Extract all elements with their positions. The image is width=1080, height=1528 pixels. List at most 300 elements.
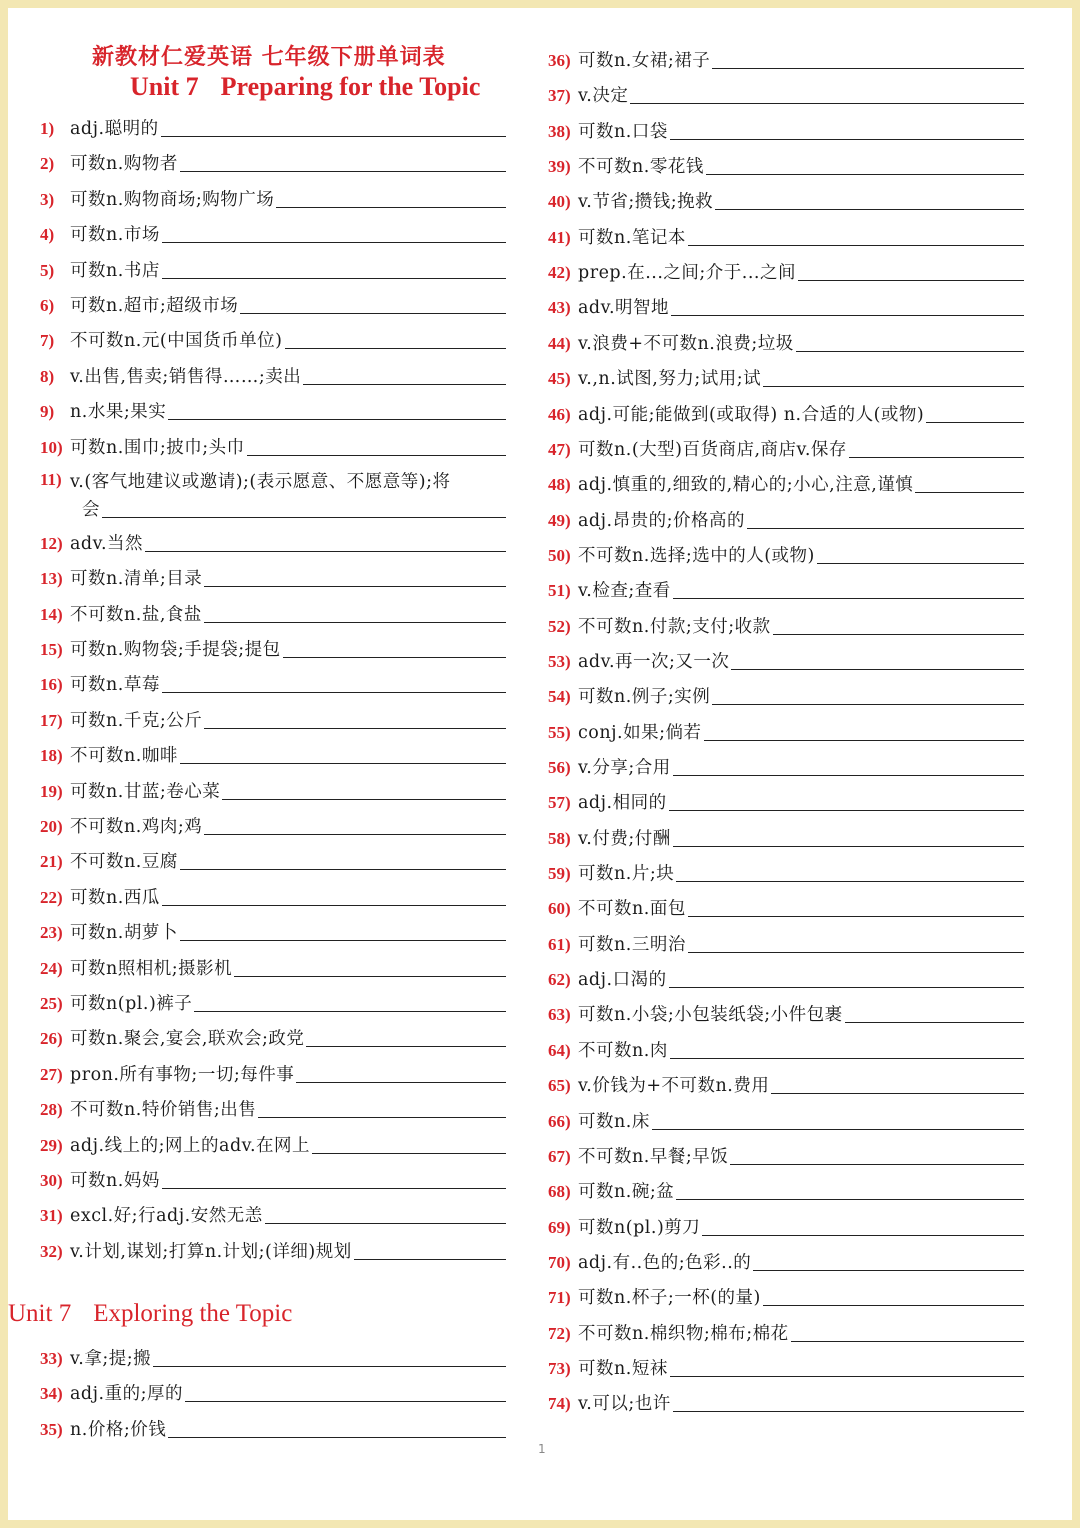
answer-blank[interactable] (688, 916, 1024, 917)
answer-blank[interactable] (265, 1223, 506, 1224)
item-number: 58) (548, 828, 571, 848)
answer-blank[interactable] (306, 1046, 506, 1047)
answer-blank[interactable] (303, 384, 506, 385)
vocab-item (40, 664, 506, 698)
answer-blank[interactable] (194, 1011, 506, 1012)
item-number: 6) (40, 296, 55, 315)
item-number: 55) (548, 722, 571, 742)
vocab-item (548, 394, 1024, 428)
answer-blank[interactable] (153, 1366, 506, 1367)
vocab-item (548, 1277, 1024, 1311)
item-definition: 可数n.甘蓝;卷心菜 (70, 781, 221, 802)
item-definition: 不可数n.盐,食盐 (70, 604, 202, 625)
item-number: 59) (548, 864, 571, 884)
item-definition: 可数n.超市;超级市场 (70, 296, 239, 316)
item-number: 7) (40, 331, 55, 351)
item-definition: 可数n.妈妈 (70, 1171, 160, 1191)
answer-blank[interactable] (285, 348, 507, 349)
item-number: 12) (40, 533, 63, 553)
item-definition: adj.线上的;网上的adv.在网上 (70, 1135, 311, 1156)
vocab-item (548, 712, 1024, 746)
item-definition: 可数n.千克;公斤 (70, 710, 203, 731)
vocab-item (40, 1231, 506, 1265)
answer-blank[interactable] (747, 528, 1024, 529)
item-definition: 可数n.购物商场;购物广场 (70, 189, 275, 210)
item-number: 29) (40, 1135, 63, 1155)
item-number: 66) (548, 1111, 571, 1131)
answer-blank[interactable] (670, 1058, 1024, 1059)
vocab-item (40, 1054, 506, 1088)
item-number: 47) (548, 439, 571, 459)
answer-blank[interactable] (204, 834, 506, 835)
item-definition: 不可数n.元(中国货币单位) (70, 331, 283, 352)
item-number: 49) (548, 510, 571, 530)
item-definition: 不可数n.棉织物;棉布;棉花 (578, 1323, 789, 1344)
item-definition: 可数n.围巾;披巾;头巾 (70, 437, 245, 458)
vocab-item (40, 391, 506, 425)
vocab-item (40, 912, 506, 946)
item-definition: 不可数n.咖啡 (70, 746, 178, 767)
item-number: 45) (548, 369, 571, 389)
answer-blank[interactable] (162, 278, 506, 279)
vocab-item (40, 806, 506, 840)
item-definition: 可数n.例子;实例 (578, 687, 711, 708)
answer-blank[interactable] (670, 1376, 1024, 1377)
answer-blank[interactable] (162, 1188, 506, 1189)
item-definition: v.检查;查看 (578, 581, 671, 602)
vocab-item (40, 1018, 506, 1052)
item-number: 18) (40, 746, 63, 766)
vocab-item (548, 1101, 1024, 1135)
vocab-item (40, 320, 506, 354)
answer-blank[interactable] (145, 551, 506, 552)
item-number: 62) (548, 970, 571, 990)
answer-blank[interactable] (673, 846, 1024, 847)
answer-blank[interactable] (715, 209, 1024, 210)
unit-topic: Exploring the Topic (93, 1300, 293, 1327)
vocab-item (40, 523, 506, 557)
item-number: 43) (548, 298, 571, 318)
vocab-item (548, 217, 1024, 251)
item-number: 15) (40, 640, 63, 659)
item-number: 26) (40, 1029, 63, 1049)
answer-blank[interactable] (354, 1259, 506, 1260)
vocab-item (548, 1207, 1024, 1241)
item-definition: 可数n.小袋;小包装纸袋;小件包裹 (578, 1005, 843, 1026)
item-definition: v.计划,谋划;打算n.计划;(详细)规划 (70, 1241, 352, 1262)
answer-blank[interactable] (180, 940, 506, 941)
answer-blank[interactable] (162, 905, 506, 906)
vocab-item (40, 594, 506, 628)
vocab-item (548, 111, 1024, 145)
item-definition: n.水果;果实 (70, 402, 167, 423)
item-number: 22) (40, 887, 63, 907)
item-number: 33) (40, 1349, 63, 1368)
item-number: 54) (548, 687, 571, 707)
item-definition: 可数n(pl.)剪刀 (578, 1217, 701, 1238)
unit-topic: Preparing for the Topic (220, 72, 481, 101)
item-definition: v.(客气地建议或邀请);(表示愿意、不愿意等);将 (70, 472, 451, 492)
item-number: 70) (548, 1252, 571, 1272)
answer-blank[interactable] (180, 763, 506, 764)
vocab-item (40, 983, 506, 1017)
item-definition: adj.聪明的 (70, 119, 159, 139)
item-number: 60) (548, 899, 571, 919)
item-definition: 可数n.购物者 (70, 154, 178, 175)
item-definition: v.出售,售卖;销售得……;卖出 (70, 366, 302, 387)
vocab-item (548, 994, 1024, 1028)
item-definition: 不可数n.早餐;早饭 (578, 1146, 729, 1167)
item-number: 35) (40, 1419, 63, 1439)
item-number: 40) (548, 192, 571, 212)
answer-blank[interactable] (283, 657, 506, 658)
item-number: 67) (548, 1146, 571, 1166)
item-number: 52) (548, 616, 571, 636)
vocab-item (40, 558, 506, 592)
item-definition: adj.有..色的;色彩..的 (578, 1252, 752, 1273)
vocab-item (548, 959, 1024, 993)
item-definition: 可数n.西瓜 (70, 887, 160, 908)
answer-blank[interactable] (162, 692, 506, 693)
item-number: 56) (548, 758, 571, 777)
vocab-item (40, 464, 506, 526)
answer-blank[interactable] (763, 386, 1024, 387)
item-number: 10) (40, 437, 63, 457)
vocab-item (40, 1409, 506, 1443)
answer-blank[interactable] (817, 563, 1024, 564)
vocab-item (548, 782, 1024, 816)
item-definition: 不可数n.肉 (578, 1040, 668, 1061)
item-number: 3) (40, 189, 55, 209)
item-definition: 可数n.购物袋;手提袋;提包 (70, 640, 281, 660)
item-number: 46) (548, 404, 571, 424)
unit-label: Unit 7 (8, 1300, 72, 1327)
item-number: 2) (40, 154, 55, 174)
vocab-item (40, 771, 506, 805)
answer-blank[interactable] (204, 622, 506, 623)
answer-blank[interactable] (168, 1437, 506, 1438)
item-definition: 不可数n.付款;支付;收款 (578, 616, 771, 637)
answer-blank[interactable] (926, 422, 1024, 423)
item-definition: v.价钱为+不可数n.费用 (578, 1076, 770, 1097)
vocab-item (40, 108, 506, 142)
item-number: 51) (548, 581, 571, 601)
item-number: 8) (40, 366, 55, 386)
answer-blank[interactable] (312, 1153, 506, 1154)
vocab-item (40, 143, 506, 177)
item-number: 21) (40, 852, 63, 872)
item-definition: 不可数n.鸡肉;鸡 (70, 817, 203, 837)
item-number: 63) (548, 1005, 571, 1025)
vocab-item (40, 1089, 506, 1123)
answer-blank[interactable] (673, 775, 1024, 776)
item-number: 17) (40, 710, 63, 730)
item-definition: prep.在...之间;介于...之间 (578, 263, 796, 284)
item-definition: v.节省;攒钱;挽救 (578, 192, 714, 213)
answer-blank[interactable] (234, 976, 506, 977)
item-definition: adv.当然 (70, 533, 144, 554)
vocab-item (40, 1195, 506, 1229)
vocab-item (548, 287, 1024, 321)
item-number: 9) (40, 402, 55, 422)
answer-blank[interactable] (712, 704, 1024, 705)
vocab-item (548, 252, 1024, 286)
item-number: 19) (40, 781, 63, 801)
vocab-item (548, 1242, 1024, 1276)
answer-blank[interactable] (670, 139, 1024, 140)
vocab-item (548, 1136, 1024, 1170)
item-number: 13) (40, 569, 63, 589)
vocab-item (548, 853, 1024, 887)
answer-blank[interactable] (849, 457, 1024, 458)
item-number: 5) (40, 260, 55, 280)
vocab-item (548, 888, 1024, 922)
vocab-item (548, 1313, 1024, 1347)
item-definition: 可数n.口袋 (578, 121, 668, 142)
answer-blank[interactable] (753, 1270, 1024, 1271)
item-definition: v.付费;付酬 (578, 828, 671, 849)
vocab-item (40, 629, 506, 663)
vocab-item (40, 841, 506, 875)
item-definition: 可数n.杯子;一杯(的量) (578, 1288, 761, 1309)
item-definition: 不可数n.特价销售;出售 (70, 1100, 257, 1121)
item-definition: 可数n.清单;目录 (70, 569, 203, 590)
answer-blank[interactable] (180, 171, 506, 172)
vocab-item (40, 1125, 506, 1159)
answer-blank[interactable] (676, 1199, 1024, 1200)
worksheet-page (8, 8, 1072, 1520)
answer-blank[interactable] (168, 419, 506, 420)
answer-blank[interactable] (161, 136, 506, 137)
item-number: 32) (40, 1241, 63, 1261)
answer-blank[interactable] (731, 669, 1024, 670)
item-definition: 可数n.短袜 (578, 1358, 668, 1379)
vocab-item (548, 358, 1024, 392)
item-definition: v.可以;也许 (578, 1394, 671, 1415)
answer-blank[interactable] (915, 492, 1024, 493)
item-definition: v.,n.试图,努力;试用;试 (578, 369, 762, 390)
vocab-item (40, 214, 506, 248)
item-definition: adj.昂贵的;价格高的 (578, 510, 746, 531)
vocab-item (548, 1383, 1024, 1417)
answer-blank[interactable] (730, 1164, 1024, 1165)
vocab-item (40, 948, 506, 982)
vocab-item (548, 40, 1024, 74)
vocab-item (40, 700, 506, 734)
answer-blank[interactable] (702, 1235, 1024, 1236)
item-number: 48) (548, 475, 571, 495)
vocab-item (548, 570, 1024, 604)
vocab-item (548, 1348, 1024, 1382)
item-definition: pron.所有事物;一切;每件事 (70, 1064, 295, 1085)
item-definition: 可数n.草莓 (70, 675, 160, 696)
answer-blank[interactable] (204, 586, 506, 587)
item-definition: 可数n.笔记本 (578, 227, 686, 248)
item-number: 53) (548, 651, 571, 671)
answer-blank[interactable] (669, 810, 1024, 811)
item-number: 24) (40, 958, 63, 978)
answer-blank[interactable] (673, 1411, 1024, 1412)
answer-blank[interactable] (222, 799, 506, 800)
vocab-item (40, 1338, 506, 1372)
item-definition: v.决定 (578, 86, 629, 107)
answer-blank[interactable] (845, 1022, 1024, 1023)
item-definition: 不可数n.面包 (578, 899, 686, 920)
answer-blank[interactable] (630, 103, 1024, 104)
item-number: 69) (548, 1217, 571, 1237)
item-definition: adj.慎重的,细致的,精心的;小心,注意,谨慎 (578, 475, 914, 496)
item-number: 41) (548, 227, 571, 247)
vocab-item (548, 641, 1024, 675)
vocab-item (548, 1171, 1024, 1205)
item-definition: 可数n(pl.)裤子 (70, 994, 193, 1014)
answer-blank[interactable] (712, 68, 1024, 69)
item-number: 16) (40, 675, 63, 695)
item-number: 74) (548, 1394, 571, 1414)
answer-blank[interactable] (796, 351, 1024, 352)
answer-blank[interactable] (688, 245, 1024, 246)
vocab-item (548, 181, 1024, 215)
item-number: 4) (40, 225, 55, 245)
item-definition: adj.重的;厚的 (70, 1384, 184, 1405)
answer-blank[interactable] (652, 1129, 1024, 1130)
answer-blank[interactable] (185, 1401, 506, 1402)
answer-blank[interactable] (247, 455, 506, 456)
item-definition: 可数n.女裙;裙子 (578, 51, 711, 71)
item-definition: conj.如果;倘若 (578, 722, 702, 743)
vocab-item (548, 924, 1024, 958)
section-heading-preparing (130, 72, 480, 102)
answer-blank[interactable] (704, 740, 1025, 741)
item-definition: adj.口渴的 (578, 970, 667, 991)
answer-blank[interactable] (791, 1341, 1024, 1342)
item-number: 68) (548, 1182, 571, 1202)
item-definition: 可数n.市场 (70, 225, 160, 246)
item-definition: 不可数n.零花钱 (578, 157, 704, 178)
item-number: 61) (548, 934, 571, 954)
item-definition: 可数n.聚会,宴会,联欢会;政党 (70, 1029, 305, 1050)
item-definition: 可数n.三明治 (578, 934, 686, 955)
item-definition: 不可数n.豆腐 (70, 852, 178, 873)
vocab-item (40, 735, 506, 769)
item-definition: v.浪费+不可数n.浪费;垃圾 (578, 333, 794, 354)
item-definition: 可数n.书店 (70, 260, 160, 281)
vocab-item (40, 1160, 506, 1194)
vocab-item (548, 676, 1024, 710)
answer-blank[interactable] (676, 881, 1024, 882)
item-number: 73) (548, 1358, 571, 1378)
item-definition: excl.好;行adj.安然无恙 (70, 1206, 263, 1227)
vocab-item (40, 877, 506, 911)
vocab-item (548, 429, 1024, 463)
item-number: 11) (40, 470, 62, 489)
vocab-item (548, 1065, 1024, 1099)
item-number: 14) (40, 604, 63, 624)
item-number: 65) (548, 1076, 571, 1096)
item-definition: adv.明智地 (578, 298, 670, 319)
vocab-item (40, 285, 506, 319)
item-definition: n.价格;价钱 (70, 1419, 167, 1440)
answer-blank[interactable] (240, 313, 506, 314)
item-definition: adj.可能;能做到(或取得) n.合适的人(或物) (578, 404, 925, 425)
answer-blank[interactable] (688, 952, 1024, 953)
vocab-item (548, 500, 1024, 534)
answer-blank[interactable] (773, 634, 1024, 635)
item-definition: 可数n.(大型)百货商店,商店v.保存 (578, 439, 847, 460)
answer-blank[interactable] (296, 1082, 506, 1083)
vocab-item (40, 356, 506, 390)
answer-blank[interactable] (276, 207, 506, 208)
item-definition: 可数n.碗;盆 (578, 1182, 675, 1203)
vocab-item (548, 818, 1024, 852)
vocab-item (548, 1030, 1024, 1064)
item-definition: 可数n.片;块 (578, 864, 675, 885)
vocab-item (548, 75, 1024, 109)
unit-label: Unit 7 (130, 72, 199, 101)
answer-blank[interactable] (671, 315, 1024, 316)
item-number: 30) (40, 1171, 63, 1190)
section-heading-exploring (8, 1300, 292, 1328)
vocab-item (40, 250, 506, 284)
item-definition: adv.再一次;又一次 (578, 651, 730, 672)
vocab-item (548, 606, 1024, 640)
item-number: 44) (548, 333, 571, 353)
item-number: 42) (548, 263, 571, 283)
page-title: 新教材仁爱英语 七年级下册单词表 (92, 44, 446, 70)
answer-blank[interactable] (669, 987, 1024, 988)
answer-blank[interactable] (771, 1093, 1024, 1094)
item-number: 72) (548, 1323, 571, 1343)
item-number: 38) (548, 121, 571, 141)
answer-blank[interactable] (204, 728, 506, 729)
item-number: 31) (40, 1206, 63, 1226)
item-number: 39) (548, 157, 571, 177)
page-number: 1 (538, 1442, 546, 1456)
item-definition: 可数n.床 (578, 1111, 650, 1132)
item-number: 57) (548, 793, 571, 813)
answer-blank[interactable] (706, 174, 1024, 175)
vocab-item (40, 1373, 506, 1407)
item-definition: v.拿;提;搬 (70, 1349, 152, 1369)
vocab-item (40, 179, 506, 213)
vocab-item (40, 427, 506, 461)
answer-blank[interactable] (180, 869, 506, 870)
answer-blank[interactable] (162, 242, 506, 243)
answer-blank[interactable] (673, 598, 1024, 599)
item-number: 28) (40, 1100, 63, 1120)
item-number: 36) (548, 51, 571, 70)
item-definition: 可数n照相机;摄影机 (70, 958, 233, 979)
item-definition: 不可数n.选择;选中的人(或物) (578, 545, 815, 566)
item-number: 27) (40, 1064, 63, 1084)
item-number: 25) (40, 994, 63, 1013)
item-number: 71) (548, 1288, 571, 1308)
item-definition: 可数n.胡萝卜 (70, 923, 178, 944)
answer-blank[interactable] (258, 1117, 506, 1118)
answer-blank[interactable] (763, 1305, 1024, 1306)
item-definition: v.分享;合用 (578, 758, 671, 778)
item-definition-cont: 会 (82, 500, 100, 520)
vocab-item (548, 747, 1024, 781)
vocab-item (548, 535, 1024, 569)
answer-blank[interactable] (102, 517, 506, 518)
item-number: 64) (548, 1040, 571, 1060)
item-number: 20) (40, 817, 63, 836)
vocab-item (548, 323, 1024, 357)
answer-blank[interactable] (798, 280, 1024, 281)
item-number: 34) (40, 1384, 63, 1404)
vocab-item (548, 464, 1024, 498)
